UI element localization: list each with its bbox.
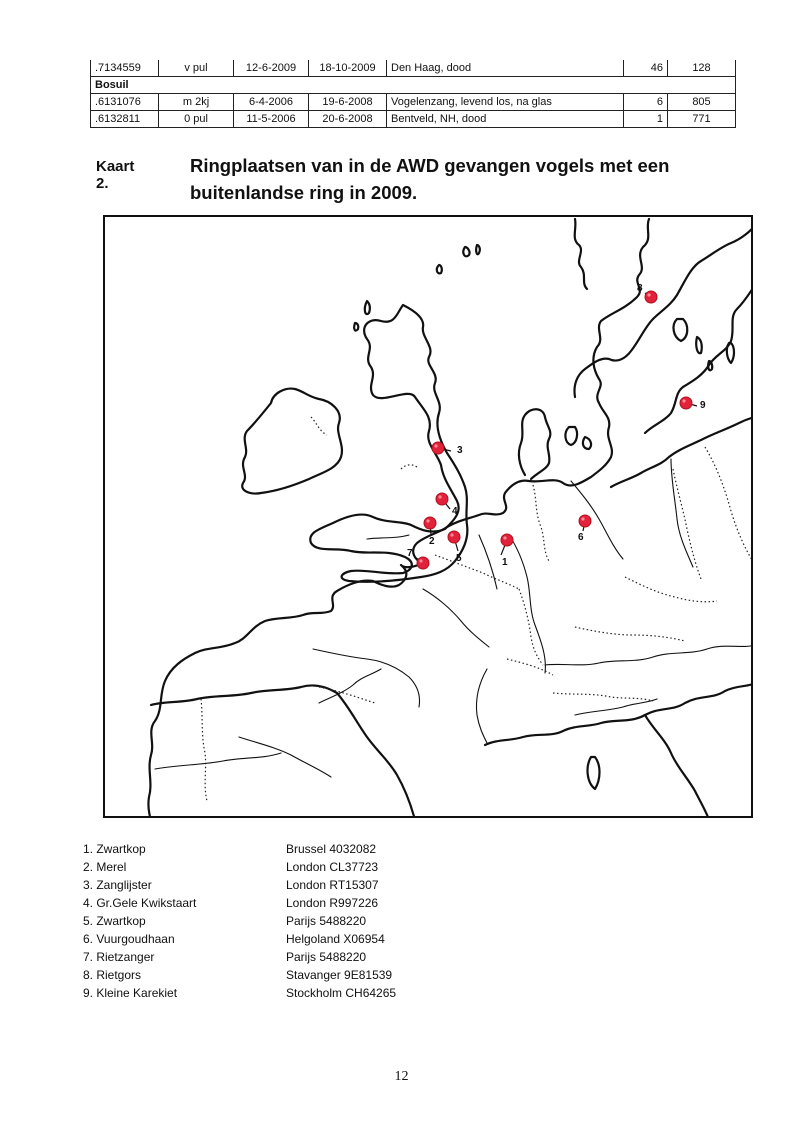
marker-highlight bbox=[438, 495, 441, 498]
distance-cell: 46 bbox=[624, 60, 668, 77]
river-po bbox=[575, 699, 657, 715]
marker-pin-icon bbox=[417, 557, 429, 569]
river-rhone bbox=[476, 669, 487, 743]
ring-site-marker bbox=[578, 515, 591, 543]
mainland-lake bbox=[463, 247, 469, 256]
marker-highlight bbox=[419, 559, 422, 562]
group-label: Bosuil bbox=[91, 77, 736, 94]
marker-highlight bbox=[434, 444, 437, 447]
ring-site-marker bbox=[680, 397, 706, 411]
age-cell: v pul bbox=[159, 60, 234, 77]
marker-label: 7 bbox=[407, 548, 413, 559]
legend-species: 4. Gr.Gele Kwikstaart bbox=[83, 896, 197, 910]
marker-highlight bbox=[450, 533, 453, 536]
marker-label: 6 bbox=[578, 532, 584, 543]
border-es-pt bbox=[201, 699, 207, 801]
great-britain-coast bbox=[310, 305, 467, 582]
marker-pin-icon bbox=[424, 517, 436, 529]
ring-site-marker bbox=[637, 283, 657, 303]
mediterranean-coast bbox=[485, 683, 753, 745]
border-nl-de bbox=[533, 485, 549, 561]
ring-site-markers bbox=[407, 283, 706, 569]
legend-ring: London R997226 bbox=[286, 896, 379, 910]
age-cell: m 2kj bbox=[159, 94, 234, 111]
legend-ring: Brussel 4032082 bbox=[286, 842, 377, 856]
marker-label: 8 bbox=[637, 283, 643, 294]
legend-species: 6. Vuurgoudhaan bbox=[83, 932, 175, 946]
marker-pin-icon bbox=[448, 531, 460, 543]
legend-species: 8. Rietgors bbox=[83, 968, 142, 982]
ring-number-cell: .6131076 bbox=[91, 94, 159, 111]
norway-west bbox=[575, 219, 587, 289]
river-danube bbox=[545, 645, 753, 665]
legend-species: 2. Merel bbox=[83, 860, 127, 874]
place-cell: Vogelenzang, levend los, na glas bbox=[387, 94, 624, 111]
place-cell: Den Haag, dood bbox=[387, 60, 624, 77]
marker-pin-icon bbox=[579, 515, 591, 527]
iberia-east-coast bbox=[337, 693, 415, 818]
ring-recovery-table bbox=[90, 60, 736, 128]
marker-label: 4 bbox=[452, 506, 458, 517]
table-group-row bbox=[91, 77, 736, 94]
danish-island bbox=[565, 427, 577, 445]
distance-cell: 6 bbox=[624, 94, 668, 111]
ireland-border bbox=[311, 417, 327, 435]
baltic-coast bbox=[611, 417, 753, 487]
marker-highlight bbox=[581, 517, 584, 520]
age-cell: 0 pul bbox=[159, 111, 234, 128]
legend-ring: Helgoland X06954 bbox=[286, 932, 385, 946]
marker-pin-icon bbox=[436, 493, 448, 505]
place-cell: Bentveld, NH, dood bbox=[387, 111, 624, 128]
border-de-cz bbox=[625, 577, 717, 602]
page-number: 12 bbox=[394, 1069, 409, 1084]
caption-label: Kaart 2. bbox=[96, 158, 135, 192]
marker-highlight bbox=[503, 536, 506, 539]
hebrides-island-2 bbox=[354, 323, 358, 331]
date-found-cell: 20-6-2008 bbox=[309, 111, 387, 128]
legend-species: 3. Zanglijster bbox=[83, 878, 152, 892]
ring-site-marker bbox=[448, 531, 462, 564]
gotland-island bbox=[727, 343, 734, 363]
legend-ring: London RT15307 bbox=[286, 878, 379, 892]
river-thames bbox=[367, 535, 409, 539]
legend-ring: Stockholm CH64265 bbox=[286, 986, 397, 1000]
border-fr-de bbox=[519, 589, 543, 665]
sweden-coast bbox=[645, 285, 753, 433]
river-ebro bbox=[239, 737, 331, 777]
marker-pin-icon bbox=[645, 291, 657, 303]
river-seine bbox=[423, 589, 489, 647]
marker-label: 1 bbox=[502, 557, 508, 568]
ireland-coast bbox=[242, 389, 342, 494]
date-ringed-cell: 6-4-2006 bbox=[234, 94, 309, 111]
days-cell: 771 bbox=[668, 111, 736, 128]
legend-species: 7. Rietzanger bbox=[83, 950, 155, 964]
river-oder bbox=[671, 459, 693, 567]
marker-pin-icon bbox=[501, 534, 513, 546]
vanern-lake bbox=[674, 319, 688, 341]
marker-highlight bbox=[682, 399, 685, 402]
days-cell: 128 bbox=[668, 60, 736, 77]
corsica-island bbox=[588, 757, 600, 789]
legend-species: 9. Kleine Karekiet bbox=[83, 986, 178, 1000]
marker-label: 3 bbox=[457, 445, 463, 456]
legend-species: 5. Zwartkop bbox=[83, 914, 146, 928]
iberia-north-coast bbox=[151, 685, 337, 705]
scandinavia-coast bbox=[574, 225, 753, 397]
orkney-island bbox=[437, 265, 442, 273]
marker-label: 9 bbox=[700, 400, 706, 411]
date-ringed-cell: 12-6-2009 bbox=[234, 60, 309, 77]
river-rhine bbox=[509, 535, 545, 673]
marker-label: 2 bbox=[429, 536, 435, 547]
date-ringed-cell: 11-5-2006 bbox=[234, 111, 309, 128]
date-found-cell: 19-6-2008 bbox=[309, 94, 387, 111]
vattern-lake bbox=[696, 337, 702, 353]
border-it-ch bbox=[553, 693, 653, 701]
italy-coast bbox=[645, 715, 709, 818]
jutland-coast bbox=[519, 409, 550, 479]
ring-number-cell: .7134559 bbox=[91, 60, 159, 77]
marker-pin-icon bbox=[680, 397, 692, 409]
date-found-cell: 18-10-2009 bbox=[309, 60, 387, 77]
marker-highlight bbox=[426, 519, 429, 522]
border-de-at bbox=[575, 627, 685, 641]
marker-pin-icon bbox=[432, 442, 444, 454]
europe-map bbox=[103, 215, 753, 818]
ring-site-marker bbox=[501, 534, 513, 568]
river-tagus bbox=[155, 753, 281, 769]
shetland-island bbox=[476, 245, 480, 254]
caption-title: Ringplaatsen van in de AWD gevangen vogels met een buitenlandse ring in 2009. bbox=[190, 155, 670, 203]
table-row bbox=[91, 60, 736, 77]
legend-species: 1. Zwartkop bbox=[83, 842, 146, 856]
table-row bbox=[91, 111, 736, 128]
river-meuse bbox=[479, 535, 497, 589]
marker-label: 5 bbox=[456, 553, 462, 564]
legend-ring: Parijs 5488220 bbox=[286, 914, 367, 928]
days-cell: 805 bbox=[668, 94, 736, 111]
border-fr-ch bbox=[507, 659, 553, 675]
oland-island bbox=[708, 361, 712, 370]
map-drawing bbox=[105, 217, 753, 818]
legend-ring: London CL37723 bbox=[286, 860, 379, 874]
legend-ring: Stavanger 9E81539 bbox=[286, 968, 393, 982]
distance-cell: 1 bbox=[624, 111, 668, 128]
border-pl-east bbox=[705, 447, 753, 565]
legend-ring: Parijs 5488220 bbox=[286, 950, 367, 964]
ring-site-marker bbox=[407, 548, 429, 569]
marker-highlight bbox=[647, 293, 650, 296]
danish-island-2 bbox=[583, 437, 591, 449]
ring-number-cell: .6132811 bbox=[91, 111, 159, 128]
scotland-border bbox=[401, 465, 417, 469]
table-row bbox=[91, 94, 736, 111]
hebrides-island bbox=[365, 301, 370, 314]
river-garonne bbox=[319, 669, 381, 703]
